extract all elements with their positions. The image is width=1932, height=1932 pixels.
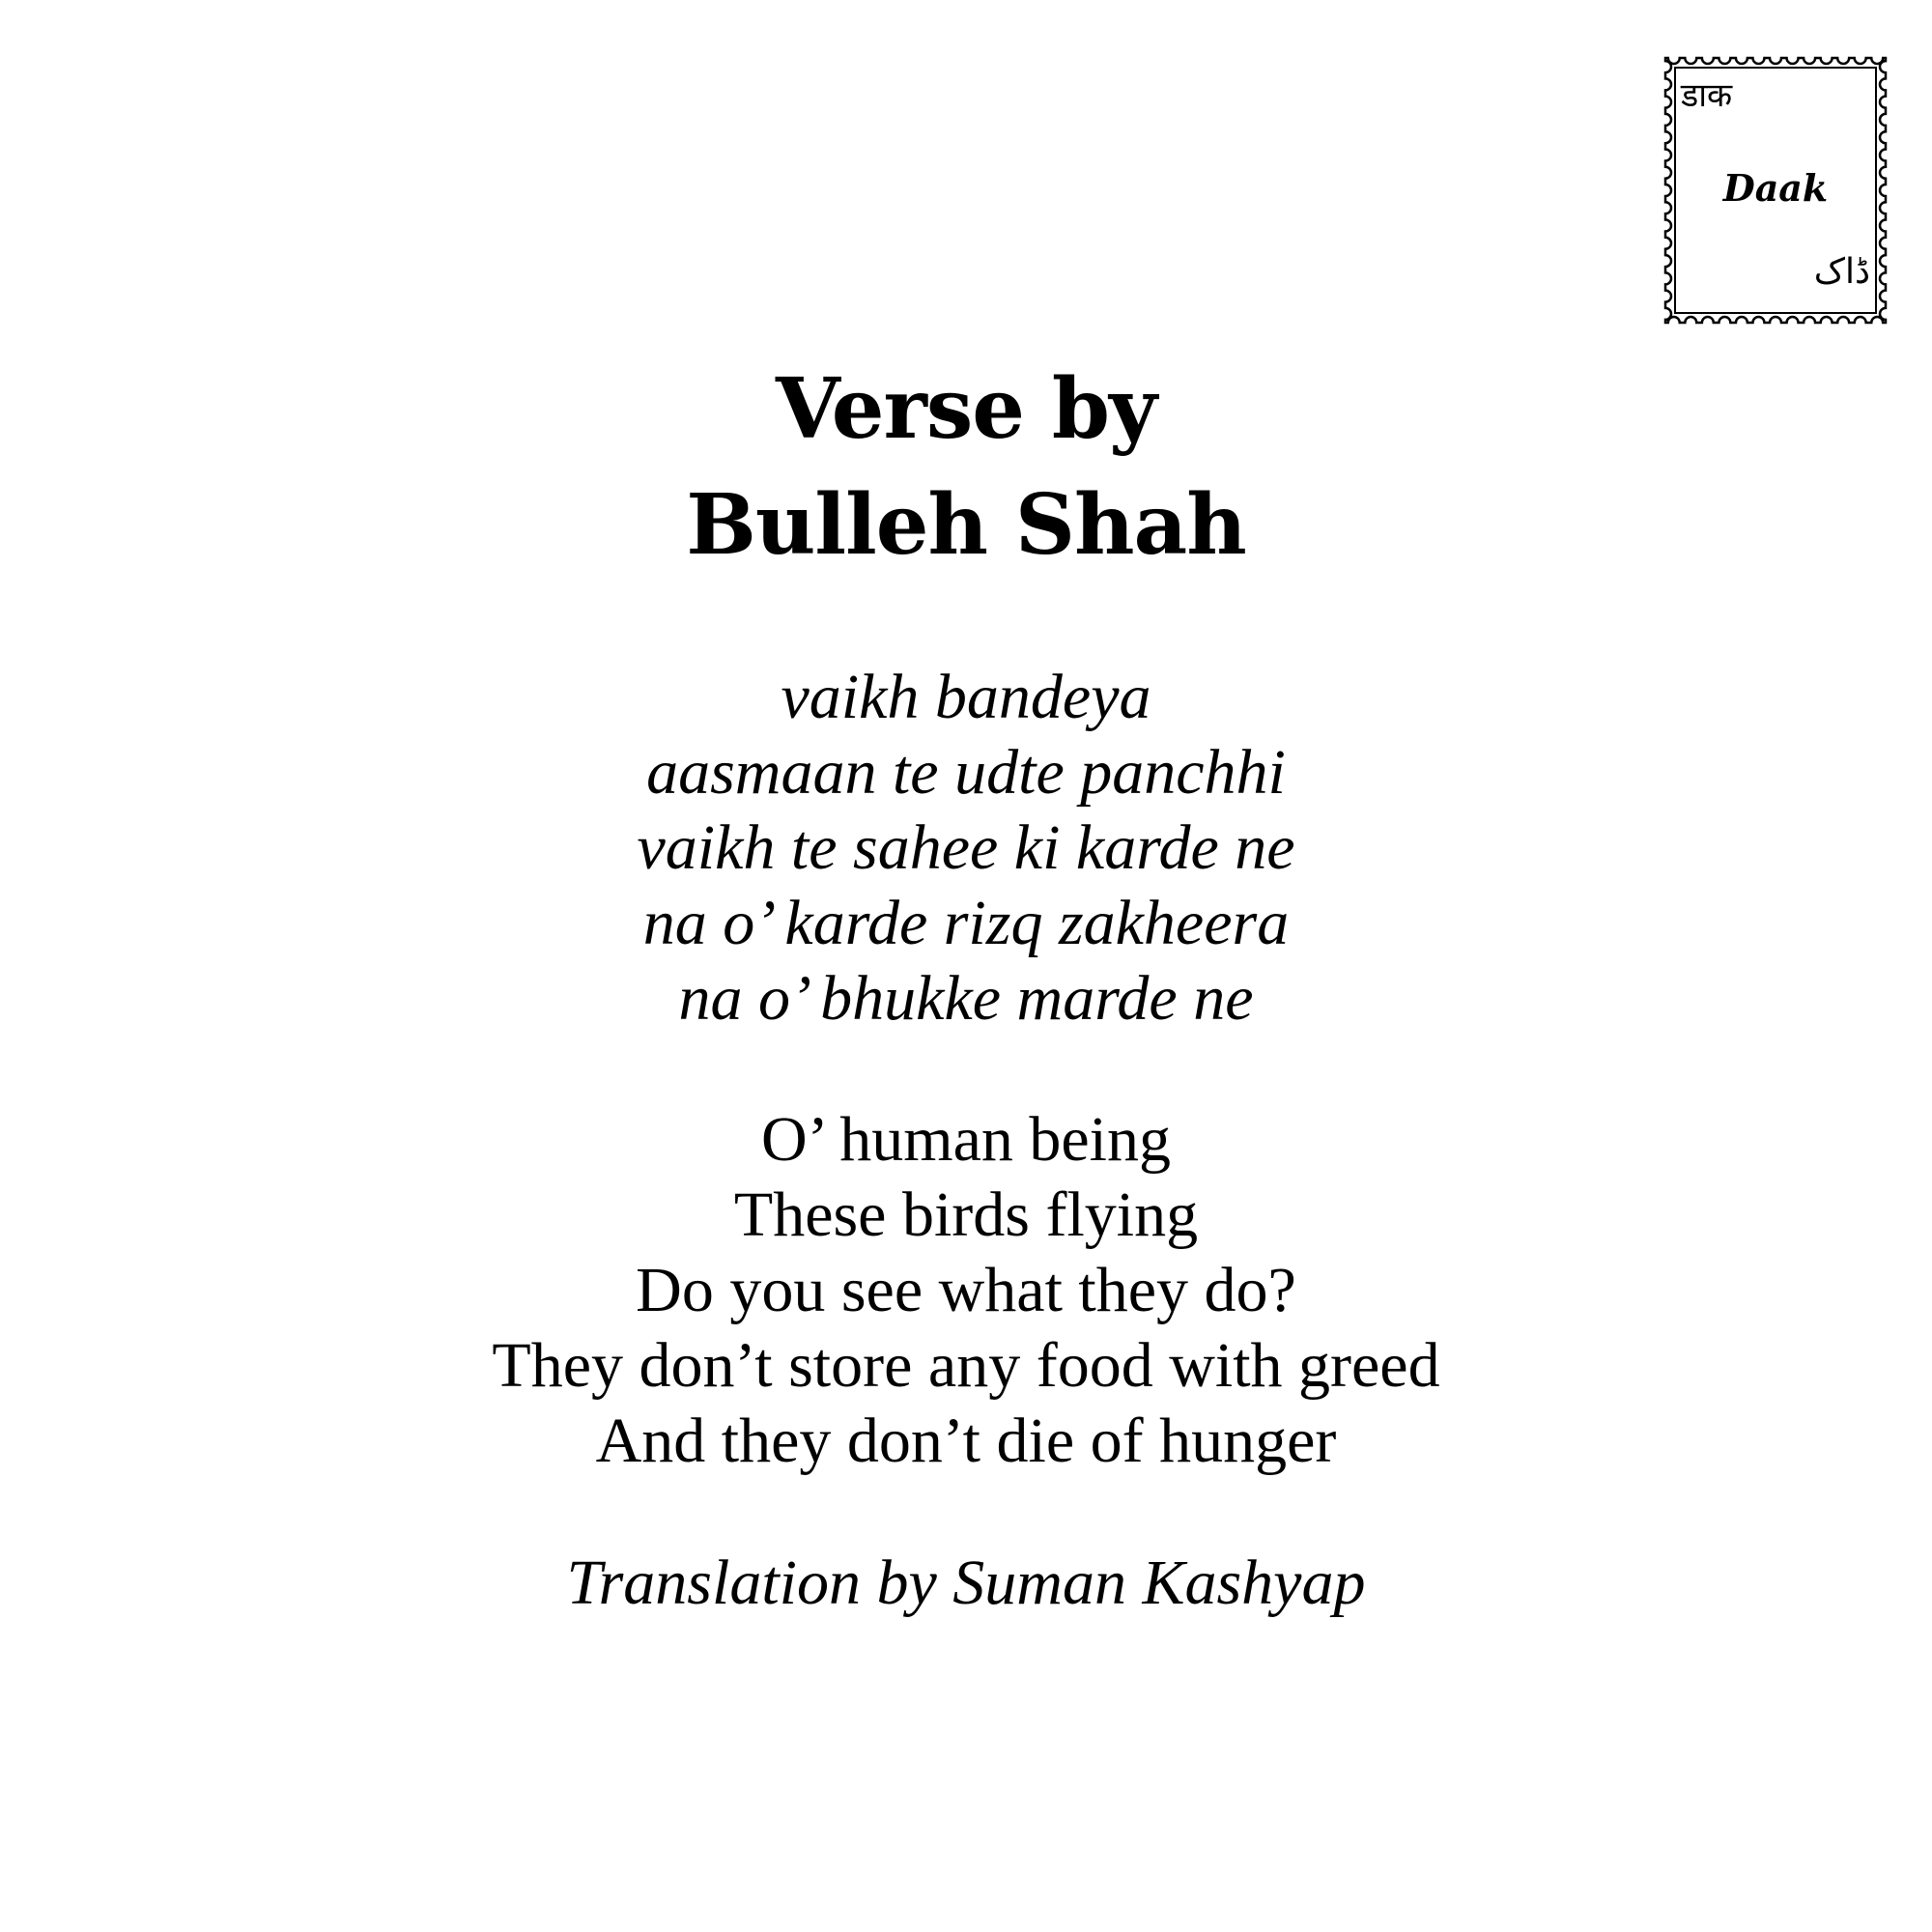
verse-romanized [0, 660, 1932, 1037]
translation-credit: Translation by Suman Kashyap [566, 1548, 1366, 1618]
title-line-1: Verse by [775, 360, 1157, 458]
verse-english-line: And they don’t die of hunger [595, 1406, 1337, 1476]
verse-roman-line: na o’ karde rizq zakheera [642, 888, 1290, 958]
verse-roman-line: aasmaan te udte panchhi [646, 737, 1286, 808]
verse-english-line: Do you see what they do? [636, 1255, 1296, 1325]
page-title [0, 352, 1932, 583]
daak-stamp-logo [1660, 52, 1891, 328]
verse-translation [0, 1102, 1932, 1479]
verse-roman-line: vaikh bandeya [781, 662, 1151, 732]
verse-roman-line: na o’ bhukke marde ne [678, 963, 1254, 1034]
stamp-urdu-text: ڈاک [1813, 252, 1870, 292]
verse-english-line: They don’t store any food with greed [492, 1330, 1440, 1401]
title-line-2: Bulleh Shah [686, 476, 1246, 574]
verse-english-line: O’ human being [760, 1104, 1171, 1175]
verse-english-line: These birds flying [733, 1179, 1199, 1250]
verse-roman-line: vaikh te sahee ki karde ne [637, 812, 1295, 883]
stamp-daak-text: Daak [1722, 166, 1829, 210]
stamp-hindi-text: डाक [1681, 76, 1733, 115]
